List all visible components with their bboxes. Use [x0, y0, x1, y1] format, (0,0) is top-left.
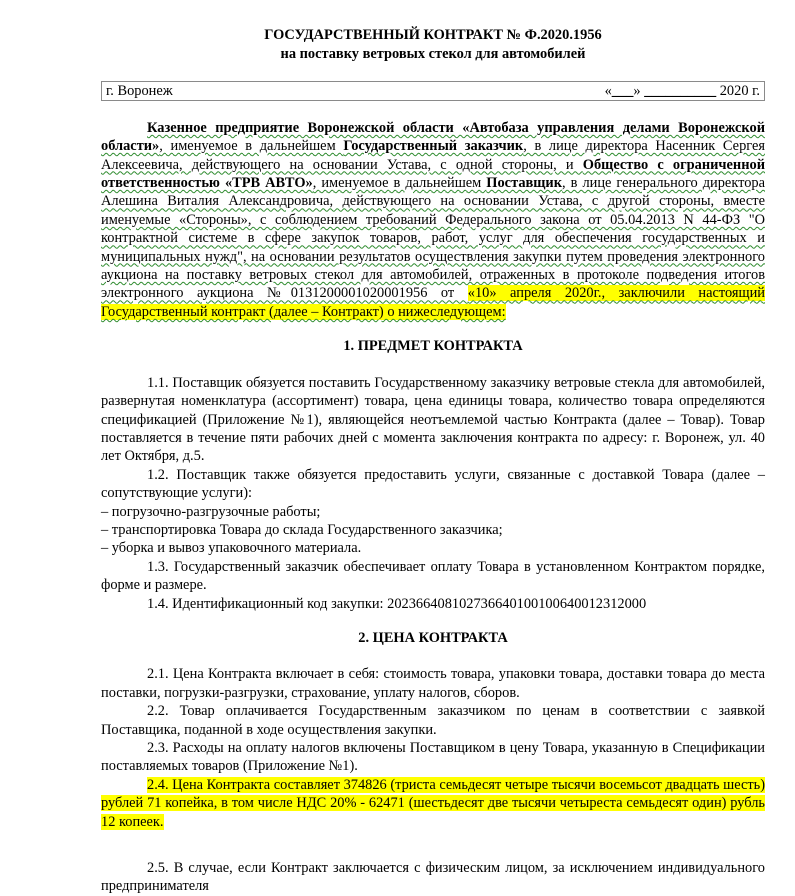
list-item: – уборка и вывоз упаковочного материала.	[101, 540, 362, 557]
clause-2-4-highlighted: 2.4. Цена Контракта составляет 374826 (триста семьдесят четыре тысячи восемьсот двадцать шесть) рублей 71 копейка, в том числе НДС 20% - 62471 (шестьдесят две тысячи четыреста семьдесят один) рубль 12 копеек.	[101, 776, 765, 830]
contract-title: ГОСУДАРСТВЕННЫЙ КОНТРАКТ № Ф.2020.1956	[264, 27, 602, 43]
clause-2-1: 2.1. Цена Контракта включает в себя: стоимость товара, упаковки товара, доставки товара до места поставки, погрузки-разгрузки, страхование, уплату налогов, сборов.	[101, 666, 765, 701]
intro-text-2: , в лице директора Насенник Сергея Алексеевича, действующего на основании Устава, с одной стороны, и	[101, 138, 765, 173]
date-year: 2020 г.	[716, 82, 760, 99]
role-customer: Государственный заказчик	[343, 138, 524, 155]
contract-date	[605, 82, 760, 100]
contract-subtitle: на поставку ветровых стекол для автомобилей	[280, 46, 586, 63]
date-open-quote: «	[604, 82, 612, 99]
clause-1-4: 1.4. Идентификационный код закупки: 202366408102736640100100640012312000	[147, 595, 647, 612]
intro-highlighted-text: «10» апреля 2020г., заключили настоящий Государственный контракт (далее – Контракт) о нижеследующем:	[101, 285, 766, 320]
place-date-row	[101, 81, 765, 101]
clause-2-3: 2.3. Расходы на оплату налогов включены Поставщиком в цену Товара, указанную в Спецификации поставляемых товаров (Приложение №1).	[101, 740, 765, 775]
clause-2-4	[101, 776, 765, 831]
intro-text-1: , именуемое в дальнейшем	[159, 138, 344, 155]
date-blank-day: ___	[611, 82, 634, 99]
contract-page	[101, 26, 765, 831]
section-1-heading: 1. ПРЕДМЕТ КОНТРАКТА	[343, 338, 523, 355]
clause-1-2: 1.2. Поставщик также обязуется предоставить услуги, связанные с доставкой Товара (далее – сопутствующие услуги):	[101, 466, 765, 502]
date-blank-month: __________	[644, 82, 717, 99]
party-supplier: Общество с ограниченной ответственностью «ТРВ АВТО»	[101, 156, 765, 192]
clause-2-2: 2.2. Товар оплачивается Государственным заказчиком по ценам в соответствии с заявкой Поставщика, поданной в ходе осуществления закупки.	[101, 703, 765, 738]
section-2-heading: 2. ЦЕНА КОНТРАКТА	[358, 629, 508, 646]
clause-2-5-cut	[101, 859, 765, 895]
clause-1-1: 1.1. Поставщик обязуется поставить Государственному заказчику ветровые стекла для автомобилей, развернутая номенклатура (ассортимент) товара, цена единицы товара, количество товара определяются спецификацией (Приложение №1), являющейся неотъемлемой частью Контракта (далее – Товар). Товар поставляется в течение пяти рабочих дней с момента заключения контракта по адресу: г. Воронеж, ул. 40 лет Октября, д.5.	[101, 374, 765, 465]
clause-1-3: 1.3. Государственный заказчик обеспечивает оплату Товара в установленном Контрактом порядке, форме и размере.	[101, 558, 765, 594]
list-item: – транспортировка Товара до склада Государственного заказчика;	[101, 521, 503, 538]
intro-paragraph	[101, 119, 765, 321]
party-customer: Казенное предприятие Воронежской области «Автобаза управления делами Воронежской области»	[101, 119, 765, 155]
intro-text-4: , в лице генерального директора Алешина Виталия Александровича, действующего на основании Устава, с другой стороны, вместе именуемые «Стороны», с соблюдением требований Федерального закона от 05.04.2013 N 44-ФЗ "О контрактной системе в сфере закупок товаров, работ, услуг для обеспечения государственных и муниципальных нужд", на основании результатов осуществления закупки путем проведения электронного аукциона на поставку ветровых стекол для автомобилей, отраженных в протоколе подведения итогов электронного аукциона №0131200001020001956 от	[101, 175, 765, 302]
contract-city: г. Воронеж	[106, 82, 173, 99]
role-supplier: Поставщик	[486, 175, 563, 192]
clause-2-5: 2.5. В случае, если Контракт заключается с физическим лицом, за исключением индивидуального предпринимателя	[101, 860, 765, 895]
intro-text-3: , именуемое в дальнейшем	[312, 175, 487, 192]
date-close-quote: »	[633, 82, 645, 99]
list-item: – погрузочно-разгрузочные работы;	[101, 503, 321, 520]
